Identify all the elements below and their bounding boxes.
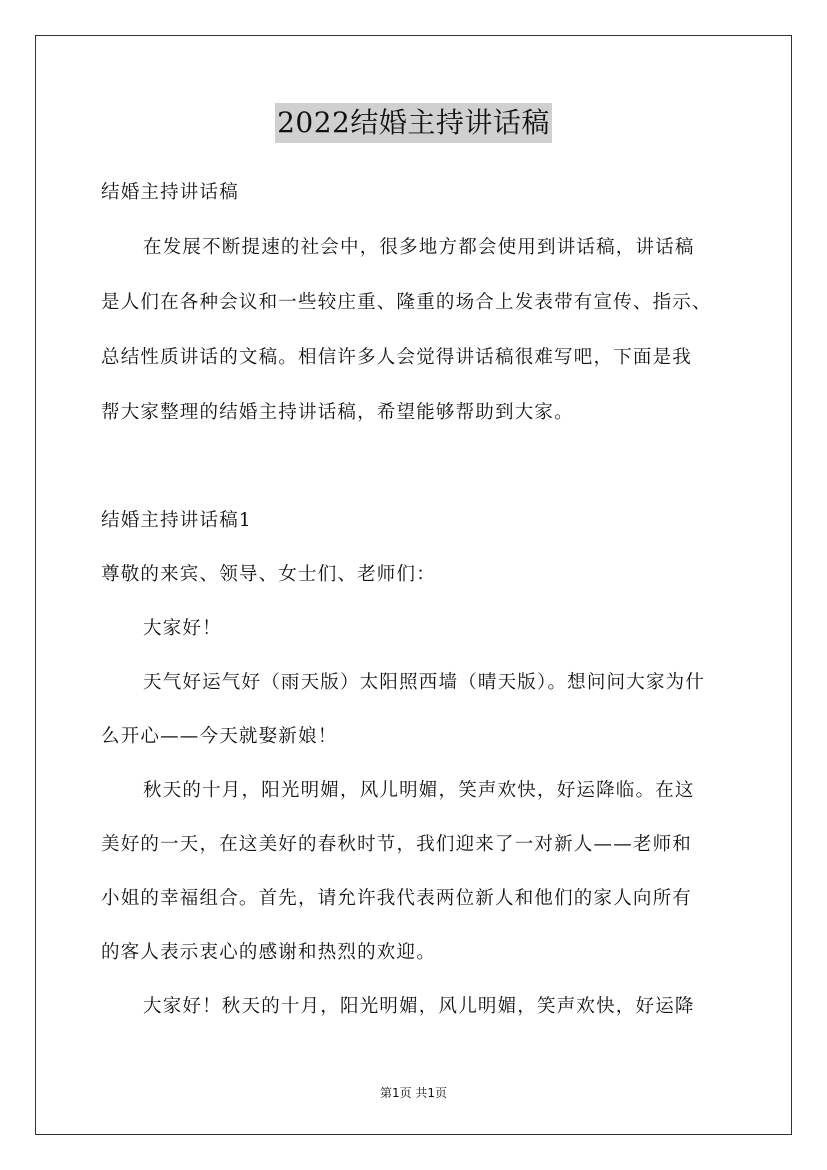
title-container — [0, 103, 827, 143]
paragraph-line: 么开心——今天就娶新娘！ — [101, 726, 338, 747]
paragraph-line: 小姐的幸福组合。首先，请允许我代表两位新人和他们的家人向所有 — [101, 888, 693, 909]
paragraph-line: 大家好！秋天的十月，阳光明媚，风儿明媚，笑声欢快，好运降 — [143, 996, 695, 1017]
paragraph-line: 的客人表示衷心的感谢和热烈的欢迎。 — [101, 942, 436, 963]
paragraph-line: 在发展不断提速的社会中，很多地方都会使用到讲话稿，讲话稿 — [143, 237, 695, 258]
paragraph-line: 是人们在各种会议和一些较庄重、隆重的场合上发表带有宣传、指示、 — [101, 292, 712, 313]
paragraph-line: 总结性质讲话的文稿。相信许多人会觉得讲话稿很难写吧，下面是我 — [101, 347, 693, 368]
paragraph-line: 帮大家整理的结婚主持讲话稿，希望能够帮助到大家。 — [101, 402, 574, 423]
section-heading: 结婚主持讲话稿 — [101, 182, 239, 203]
greeting-line: 大家好！ — [143, 618, 222, 639]
document-title: 2022结婚主持讲话稿 — [275, 103, 552, 143]
salutation: 尊敬的来宾、领导、女士们、老师们： — [101, 564, 436, 585]
paragraph-line: 天气好运气好（雨天版）太阳照西墙（晴天版）。想问问大家为什 — [143, 672, 706, 693]
speech-heading: 结婚主持讲话稿1 — [101, 510, 252, 531]
page-number: 第1页 共1页 — [379, 1086, 448, 1100]
paragraph-line: 美好的一天，在这美好的春秋时节，我们迎来了一对新人——老师和 — [101, 834, 693, 855]
paragraph-line: 秋天的十月，阳光明媚，风儿明媚，笑声欢快，好运降临。在这 — [143, 780, 695, 801]
